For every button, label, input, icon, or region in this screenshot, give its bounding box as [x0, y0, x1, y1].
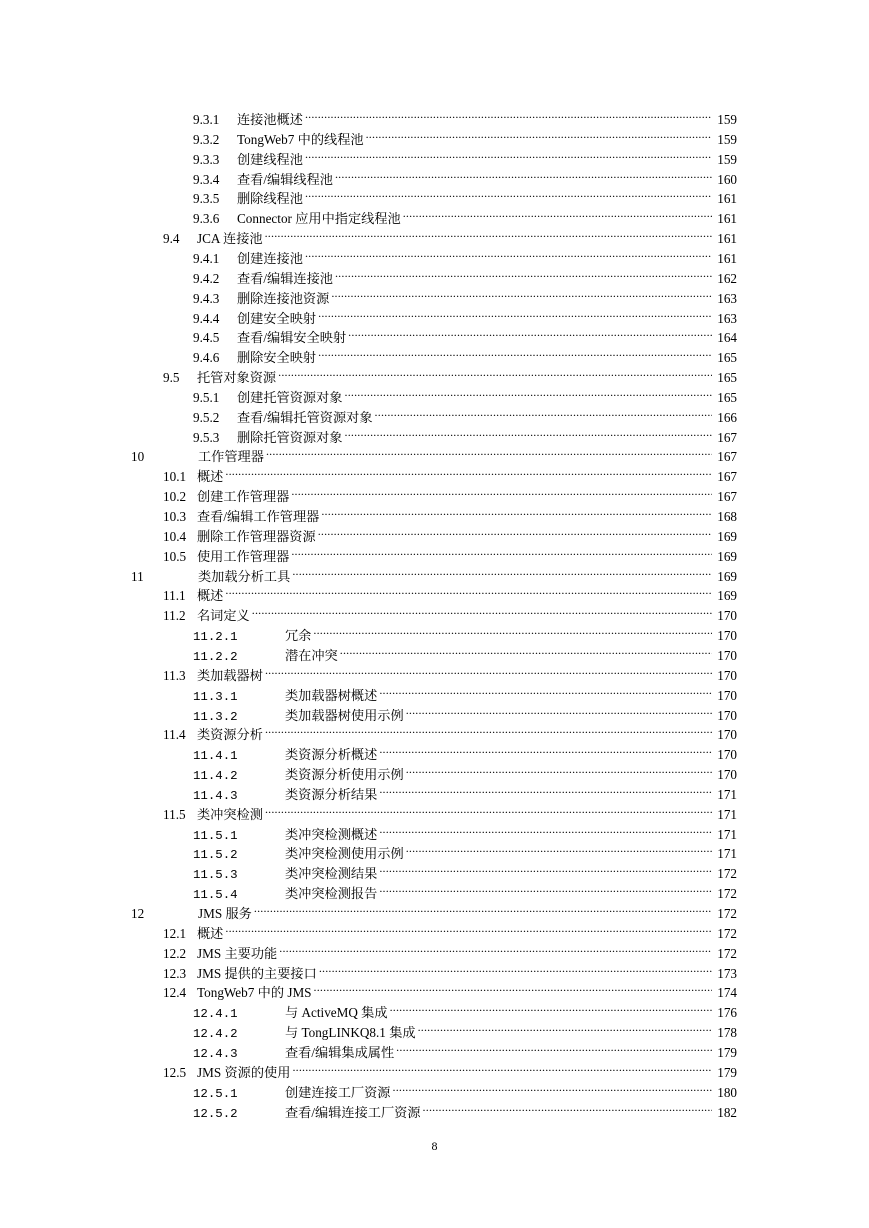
- toc-entry-title: 与 ActiveMQ 集成: [285, 1005, 388, 1021]
- toc-entry-page: 165: [717, 350, 737, 366]
- toc-entry-number: 9.5: [163, 370, 180, 386]
- toc-entry-page: 170: [717, 707, 737, 723]
- toc-entry-title: 类资源分析使用示例: [285, 767, 404, 783]
- toc-entry-number: 10.1: [163, 469, 187, 485]
- toc-entry-title: 类冲突检测: [197, 806, 263, 822]
- toc-entry-page: 166: [717, 409, 737, 425]
- toc-entry-page: 164: [717, 330, 737, 346]
- toc-entry-number: 12.2: [163, 945, 187, 961]
- toc-entry-number: 12.4.2: [193, 1027, 238, 1042]
- dot-leader: [345, 382, 713, 402]
- dot-leader: [379, 858, 712, 878]
- toc-entry-title: 类加载器树: [197, 667, 263, 683]
- toc-entry-page: 165: [717, 370, 737, 386]
- toc-entry-page: 170: [717, 608, 737, 624]
- toc-entry[interactable]: [131, 561, 737, 584]
- dot-leader: [418, 1017, 712, 1037]
- toc-entry-title: 查看/编辑工作管理器: [197, 509, 320, 524]
- toc-entry-title: JMS 提供的主要接口: [197, 965, 317, 981]
- dot-leader: [406, 838, 712, 858]
- toc-entry[interactable]: [163, 977, 737, 1001]
- dot-leader: [379, 739, 712, 759]
- dot-leader: [305, 144, 712, 164]
- toc-entry-number: 9.4.1: [193, 250, 220, 266]
- toc-entry-page: 179: [717, 1044, 737, 1060]
- toc-entry[interactable]: [193, 1077, 737, 1101]
- dot-leader: [278, 362, 712, 382]
- toc-entry-number: 10.3: [163, 509, 187, 524]
- dot-leader: [318, 342, 712, 362]
- toc-entry-title: 类资源分析结果: [285, 786, 378, 802]
- toc-entry[interactable]: [163, 461, 737, 485]
- dot-leader: [406, 700, 712, 720]
- dot-leader: [321, 501, 712, 521]
- toc-entry-number: 11.4.2: [193, 769, 238, 784]
- dot-leader: [292, 1057, 712, 1077]
- toc-entry-number: 12.5: [163, 1064, 187, 1080]
- toc-entry-number: 12.4.3: [193, 1046, 238, 1061]
- toc-entry-page: 172: [717, 945, 737, 961]
- toc-entry[interactable]: [193, 680, 737, 704]
- toc-entry-title: 查看/编辑线程池: [237, 171, 333, 187]
- dot-leader: [379, 680, 712, 700]
- toc-entry-page: 165: [717, 389, 737, 405]
- toc-entry-number: 10: [131, 449, 145, 465]
- dot-leader: [292, 561, 712, 581]
- toc-entry[interactable]: [193, 342, 737, 366]
- toc-entry-page: 167: [717, 469, 737, 485]
- dot-leader: [305, 104, 712, 124]
- toc-entry[interactable]: [193, 819, 737, 843]
- toc-entry-number: 9.4.6: [193, 350, 220, 366]
- toc-entry-title: 类资源分析: [197, 727, 263, 743]
- dot-leader: [393, 1077, 713, 1097]
- toc-entry[interactable]: [193, 303, 737, 326]
- toc-entry-title: 查看/编辑连接工厂资源: [285, 1104, 421, 1120]
- dot-leader: [396, 1037, 712, 1057]
- dot-leader: [225, 461, 712, 481]
- toc-entry[interactable]: [163, 660, 737, 683]
- toc-entry[interactable]: [193, 422, 737, 445]
- toc-entry-title: 托管对象资源: [197, 370, 277, 386]
- toc-entry-page: 170: [717, 647, 737, 663]
- toc-entry-title: 工作管理器: [198, 449, 264, 465]
- dot-leader: [319, 958, 712, 978]
- toc-entry[interactable]: [193, 322, 737, 346]
- toc-entry-title: TongWeb7 中的 JMS: [197, 985, 312, 1001]
- toc-entry-title: JMS 资源的使用: [197, 1064, 291, 1080]
- dot-leader: [305, 243, 712, 263]
- toc-entry[interactable]: [163, 541, 737, 564]
- toc-entry-title: 删除线程池: [237, 191, 303, 207]
- toc-entry-number: 10.5: [163, 548, 187, 564]
- toc-entry[interactable]: [193, 1037, 737, 1061]
- toc-entry-title: 查看/编辑集成属性: [285, 1044, 395, 1060]
- toc-entry-number: 12.5.2: [193, 1106, 238, 1121]
- toc-entry-title: JMS 主要功能: [197, 945, 278, 961]
- toc-entry[interactable]: [193, 700, 737, 724]
- toc-entry-page: 159: [717, 112, 737, 127]
- toc-entry-title: 概述: [197, 469, 224, 485]
- toc-entry-number: 12.1: [163, 925, 187, 941]
- toc-entry[interactable]: [163, 719, 737, 743]
- toc-entry[interactable]: [193, 144, 737, 167]
- toc-entry-number: 11: [131, 568, 144, 584]
- toc-entry-title: JCA 连接池: [197, 231, 263, 247]
- toc-entry[interactable]: [163, 1057, 737, 1080]
- toc-entry-page: 170: [717, 628, 737, 644]
- toc-entry-number: 11.3.2: [193, 709, 238, 724]
- toc-entry-number: 9.3.5: [193, 191, 220, 207]
- toc-entry[interactable]: [193, 739, 737, 764]
- toc-entry[interactable]: [163, 799, 737, 822]
- toc-entry-title: 类冲突检测使用示例: [285, 846, 404, 862]
- toc-entry-page: 161: [717, 191, 737, 207]
- dot-leader: [379, 878, 712, 898]
- toc-entry-number: 9.3.1: [193, 112, 220, 127]
- dot-leader: [348, 322, 712, 342]
- toc-entry-title: 创建托管资源对象: [237, 389, 343, 405]
- toc-entry-title: 冗余: [285, 628, 312, 644]
- toc-entry-number: 12.3: [163, 965, 187, 981]
- toc-entry-page: 161: [717, 250, 737, 266]
- dot-leader: [403, 203, 712, 223]
- toc-entry-page: 163: [717, 310, 737, 326]
- toc-entry-page: 167: [717, 449, 737, 465]
- toc-entry[interactable]: [193, 997, 737, 1022]
- toc-entry[interactable]: [131, 441, 737, 465]
- toc-entry-page: 172: [717, 866, 737, 882]
- toc-entry-number: 9.3.6: [193, 211, 220, 227]
- dot-leader: [252, 600, 712, 620]
- toc-entry-page: 179: [717, 1064, 737, 1080]
- toc-entry[interactable]: [193, 283, 737, 306]
- dot-leader: [406, 759, 712, 779]
- toc-entry-page: 170: [717, 687, 737, 703]
- dot-leader: [265, 719, 712, 739]
- dot-leader: [366, 124, 712, 144]
- dot-leader: [225, 918, 712, 938]
- toc-entry-title: 名词定义: [197, 608, 250, 624]
- dot-leader: [318, 521, 712, 541]
- toc-entry-page: 172: [717, 925, 737, 941]
- toc-entry[interactable]: [193, 1097, 737, 1121]
- toc-entry-title: 概述: [197, 925, 224, 941]
- toc-entry-title: 类冲突检测报告: [285, 886, 378, 902]
- toc-entry[interactable]: [163, 600, 737, 624]
- toc-entry-number: 10.2: [163, 489, 187, 505]
- toc-entry-page: 159: [717, 131, 737, 147]
- toc-entry[interactable]: [193, 1017, 737, 1042]
- toc-entry[interactable]: [163, 501, 737, 524]
- toc-entry-page: 171: [717, 846, 737, 862]
- dot-leader: [318, 303, 712, 323]
- toc-entry[interactable]: [163, 223, 737, 247]
- toc-entry[interactable]: [163, 958, 737, 981]
- dot-leader: [379, 819, 712, 839]
- toc-entry-page: 171: [717, 786, 737, 802]
- toc-entry[interactable]: [193, 382, 737, 405]
- toc-entry-number: 11.2.2: [193, 649, 238, 664]
- toc-entry-number: 9.4: [163, 231, 180, 247]
- toc-entry-number: 12.5.1: [193, 1086, 238, 1101]
- toc-entry-page: 169: [717, 548, 737, 564]
- toc-entry[interactable]: [193, 779, 737, 803]
- toc-entry-page: 168: [717, 509, 737, 524]
- toc-entry-number: 11.2.1: [193, 630, 238, 645]
- toc-entry-page: 176: [717, 1005, 737, 1021]
- toc-entry[interactable]: [193, 640, 737, 664]
- toc-entry-page: 167: [717, 489, 737, 505]
- toc-entry-page: 172: [717, 906, 737, 921]
- toc-entry-title: 创建连接工厂资源: [285, 1084, 391, 1100]
- dot-leader: [423, 1097, 712, 1117]
- dot-leader: [340, 640, 712, 660]
- toc-entry-number: 12.4: [163, 985, 187, 1001]
- dot-leader: [345, 422, 713, 442]
- toc-entry-number: 11.4.3: [193, 788, 238, 803]
- toc-entry-number: 11.5.3: [193, 868, 238, 883]
- toc-entry[interactable]: [193, 878, 737, 903]
- toc-entry-page: 182: [717, 1104, 737, 1120]
- toc-entry-number: 9.4.2: [193, 270, 220, 286]
- toc-entry-title: 类加载器树使用示例: [285, 707, 404, 723]
- toc-entry[interactable]: [193, 263, 737, 286]
- toc-entry-page: 170: [717, 727, 737, 743]
- toc-entry-number: 9.4.3: [193, 290, 220, 306]
- toc-entry-page: 174: [717, 985, 737, 1001]
- dot-leader: [305, 183, 712, 203]
- toc-entry-page: 170: [717, 767, 737, 783]
- dot-leader: [331, 283, 712, 303]
- toc-entry-page: 180: [717, 1084, 737, 1100]
- toc-entry-number: 12: [131, 906, 145, 921]
- toc-entry-title: 删除连接池资源: [237, 290, 330, 306]
- toc-entry-title: 创建线程池: [237, 151, 303, 167]
- toc-entry-title: 删除安全映射: [237, 350, 317, 366]
- toc-entry-number: 9.3.2: [193, 131, 220, 147]
- toc-entry-number: 9.5.1: [193, 389, 220, 405]
- toc-entry-page: 169: [717, 528, 737, 544]
- dot-leader: [335, 164, 712, 184]
- toc-entry-page: 169: [717, 568, 737, 584]
- toc-entry-title: 查看/编辑安全映射: [237, 330, 347, 346]
- toc-entry-number: 9.5.3: [193, 429, 220, 445]
- toc-entry[interactable]: [163, 918, 737, 941]
- toc-entry-number: 12.4.1: [193, 1007, 238, 1022]
- toc-entry-page: 161: [717, 231, 737, 247]
- toc-entry-number: 9.3.4: [193, 171, 220, 187]
- toc-entry[interactable]: [193, 164, 737, 187]
- toc-entry[interactable]: [163, 362, 737, 386]
- toc-entry[interactable]: [193, 183, 737, 207]
- toc-entry-title: 查看/编辑托管资源对象: [237, 409, 373, 425]
- dot-leader: [265, 660, 712, 680]
- toc-entry-page: 170: [717, 667, 737, 683]
- toc-entry-number: 10.4: [163, 528, 187, 544]
- toc-entry-page: 159: [717, 151, 737, 167]
- toc-entry-title: 创建安全映射: [237, 310, 317, 326]
- toc-entry-page: 163: [717, 290, 737, 306]
- toc-entry-title: 与 TongLINKQ8.1 集成: [285, 1025, 416, 1041]
- toc-entry[interactable]: [193, 620, 737, 645]
- toc-entry[interactable]: [131, 898, 737, 921]
- toc-entry-title: 潜在冲突: [285, 647, 338, 663]
- dot-leader: [279, 938, 712, 958]
- toc-entry-number: 11.1: [163, 588, 186, 604]
- page-number: 8: [431, 1139, 438, 1153]
- toc-entry[interactable]: [163, 481, 737, 505]
- toc-entry-page: 162: [717, 270, 737, 286]
- toc-entry[interactable]: [193, 402, 737, 425]
- toc-entry-title: 类加载分析工具: [198, 568, 291, 584]
- dot-leader: [335, 263, 712, 283]
- toc-entry-number: 11.2: [163, 608, 186, 624]
- toc-entry-page: 161: [717, 211, 737, 227]
- dot-leader: [291, 481, 712, 501]
- dot-leader: [291, 541, 712, 561]
- toc-entry-title: JMS 服务: [198, 906, 252, 921]
- toc-entry-page: 167: [717, 429, 737, 445]
- toc-entry[interactable]: [193, 203, 737, 227]
- toc-entry[interactable]: [163, 521, 737, 544]
- toc-entry-page: 171: [717, 806, 737, 822]
- toc-entry[interactable]: [193, 124, 737, 147]
- toc-entry-title: 类冲突检测结果: [285, 866, 378, 882]
- toc-entry-page: 160: [717, 171, 737, 187]
- toc-entry-title: 使用工作管理器: [197, 548, 290, 564]
- dot-leader: [254, 898, 712, 918]
- toc-entry[interactable]: [193, 838, 737, 863]
- dot-leader: [314, 977, 712, 997]
- toc-entry-page: 170: [717, 747, 737, 763]
- toc-entry-number: 11.5.1: [193, 828, 238, 843]
- toc-entry-title: TongWeb7 中的线程池: [237, 131, 364, 147]
- toc-entry-number: 11.5.2: [193, 848, 238, 863]
- toc-entry-page: 178: [717, 1025, 737, 1041]
- toc-entry-number: 11.5.4: [193, 888, 238, 903]
- toc-entry-number: 9.4.5: [193, 330, 220, 346]
- toc-entry-number: 9.5.2: [193, 409, 220, 425]
- toc-entry-title: 类资源分析概述: [285, 747, 378, 763]
- toc-entry-page: 173: [717, 965, 737, 981]
- toc-entry-title: 创建连接池: [237, 250, 303, 266]
- toc-entry-title: 创建工作管理器: [197, 489, 290, 505]
- dot-leader: [313, 620, 712, 640]
- toc-entry[interactable]: [163, 580, 737, 604]
- dot-leader: [266, 441, 712, 461]
- toc-entry[interactable]: [163, 938, 737, 961]
- toc-entry[interactable]: [193, 858, 737, 883]
- toc-entry-number: 11.3.1: [193, 689, 238, 704]
- toc-entry-title: 查看/编辑连接池: [237, 270, 333, 286]
- dot-leader: [265, 223, 712, 243]
- toc-entry[interactable]: [193, 759, 737, 784]
- toc-entry-title: 类冲突检测概述: [285, 826, 378, 842]
- toc-entry-title: 删除托管资源对象: [237, 429, 343, 445]
- toc-entry-number: 9.3.3: [193, 151, 220, 167]
- dot-leader: [265, 799, 712, 819]
- toc-entry-title: 概述: [197, 588, 224, 604]
- dot-leader: [390, 997, 712, 1017]
- toc-entry-page: 171: [717, 826, 737, 842]
- toc-entry-title: Connector 应用中指定线程池: [237, 211, 401, 227]
- toc-entry-title: 类加载器树概述: [285, 687, 378, 703]
- toc-entry-number: 11.5: [163, 806, 186, 822]
- toc-entry-number: 11.4.1: [193, 749, 238, 764]
- dot-leader: [225, 580, 712, 600]
- toc-entry-page: 172: [717, 886, 737, 902]
- toc-entry-number: 11.4: [163, 727, 186, 743]
- toc-entry-title: 连接池概述: [237, 112, 303, 127]
- dot-leader: [375, 402, 712, 422]
- toc-entry-page: 169: [717, 588, 737, 604]
- dot-leader: [379, 779, 712, 799]
- toc-entry[interactable]: [193, 104, 737, 127]
- toc-entry-number: 11.3: [163, 667, 186, 683]
- toc-entry-title: 删除工作管理器资源: [197, 528, 316, 544]
- toc-entry-number: 9.4.4: [193, 310, 220, 326]
- toc-entry[interactable]: [193, 243, 737, 266]
